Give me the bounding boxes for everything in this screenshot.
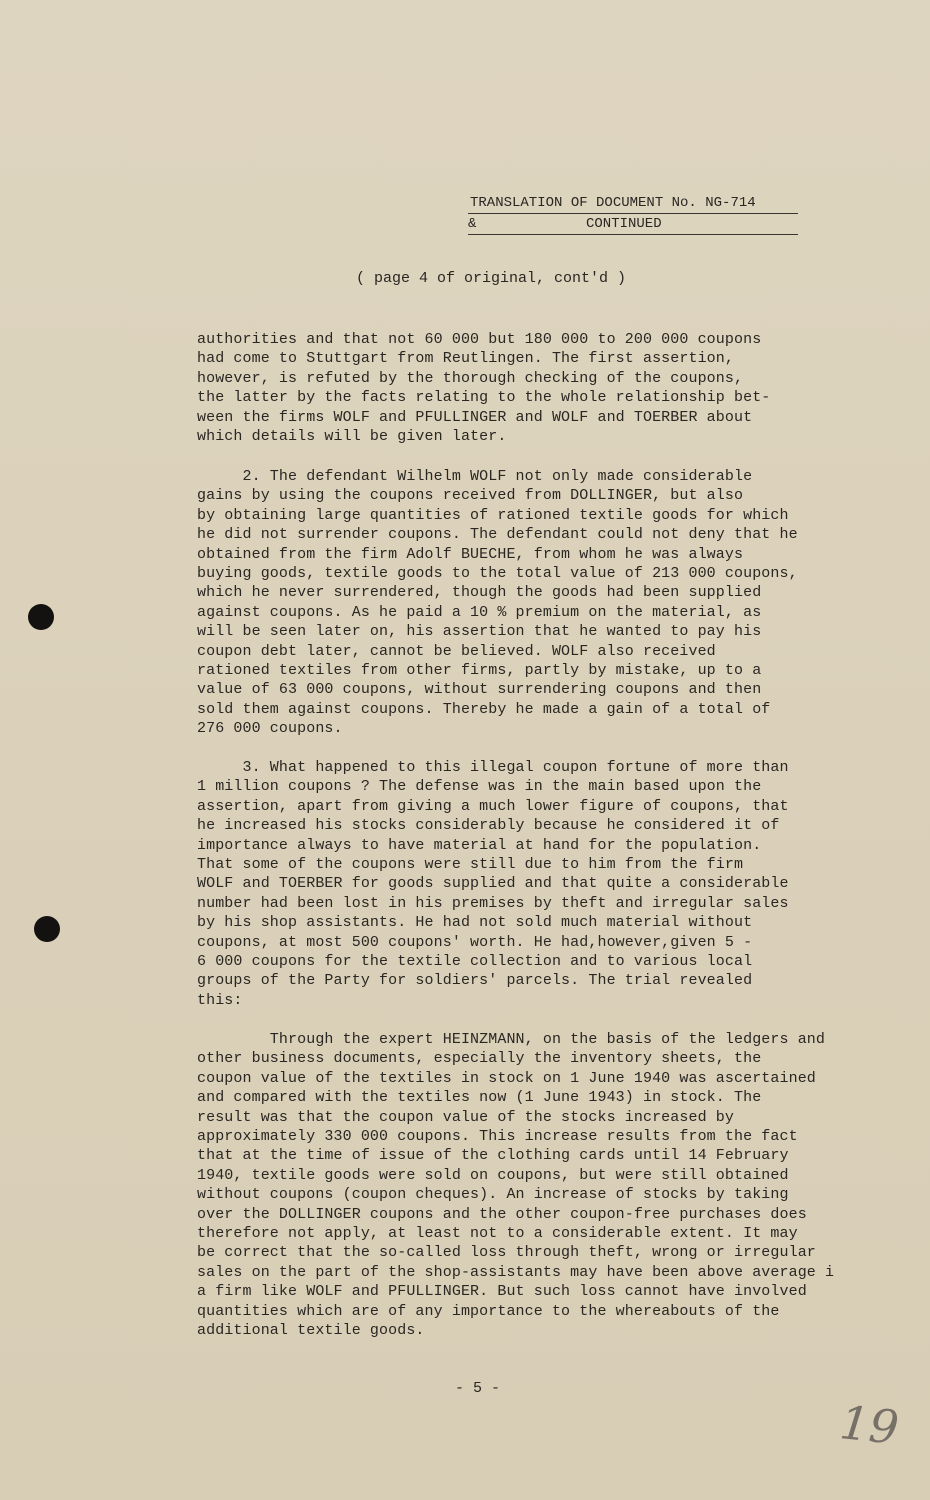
paragraph-2: 2. The defendant Wilhelm WOLF not only made considerable gains by using the coupons received from DOLLINGER, but also by obtaining large quantities of rationed textile goods for which he did not surrender coupons. The defendant could not deny that he obtained from the firm Adolf BUECHE, from whom he was always buying goods, textile goods to the total value of 213 000 coupons, which he never surrendered, though the goods had been supplied against coupons. As he paid a 10 % premium on the material, as will be seen later on, his assertion that he wanted to pay his coupon debt later, cannot be believed. WOLF also received rationed textiles from other firms, partly by mistake, up to a value of 63 000 coupons, without surrendering coupons and then sold them against coupons. Thereby he made a gain of a total of 276 000 coupons.: [197, 468, 798, 738]
page-reference: ( page 4 of original, cont'd ): [356, 270, 627, 287]
header-continued: CONTINUED: [586, 216, 662, 232]
punch-hole-icon: [28, 604, 54, 630]
header-ampersand: &: [468, 216, 477, 232]
header-continued-line: [468, 214, 798, 235]
paragraph-3: 3. What happened to this illegal coupon fortune of more than 1 million coupons ? The defense was in the main based upon the assertion, apart from giving a much lower figure of coupons, that he increased his stocks considerably because he considered it of importance always to have material at hand for the population. That some of the coupons were still due to him from the firm WOLF and TOERBER for goods supplied and that quite a considerable number had been lost in his premises by theft and irregular sales by his shop assistants. He had not sold much material without coupons, at most 500 coupons' worth. He had,however,given 5 - 6 000 coupons for the textile collection and to various local groups of the Party for soldiers' parcels. The trial revealed this:: [197, 759, 789, 1009]
header-title: TRANSLATION OF DOCUMENT No. NG-714: [468, 193, 798, 214]
paragraph-1: authorities and that not 60 000 but 180 000 to 200 000 coupons had come to Stuttgart from Reutlingen. The first assertion, however, is refuted by the thorough checking of the coupons, the latter by the facts relating to the whole relationship bet- ween the firms WOLF and PFULLINGER and WOLF and TOERBER about which details will be given later.: [197, 331, 771, 446]
page-number: - 5 -: [455, 1380, 501, 1397]
punch-hole-icon: [34, 916, 60, 942]
document-header: [468, 193, 798, 235]
paragraph-4: Through the expert HEINZMANN, on the basis of the ledgers and other business documents, especially the inventory sheets, the coupon value of the textiles in stock on 1 June 1940 was ascertained and compared with the textiles now (1 June 1943) in stock. The result was that the coupon value of the stocks increased by approximately 330 000 coupons. This increase results from the fact that at the time of issue of the clothing cards until 14 February 1940, textile goods were sold on coupons, but were still obtained without coupons (coupon cheques). An increase of stocks by taking over the DOLLINGER coupons and the other coupon-free purchases does therefore not apply, at least not to a considerable extent. It may be correct that the so-called loss through theft, wrong or irregular sales on the part of the shop-assistants may have been above average i a firm like WOLF and PFULLINGER. But such loss cannot have involved quantities which are of any importance to the whereabouts of the additional textile goods.: [197, 1031, 835, 1340]
handwritten-margin-mark: 19: [837, 1395, 902, 1455]
